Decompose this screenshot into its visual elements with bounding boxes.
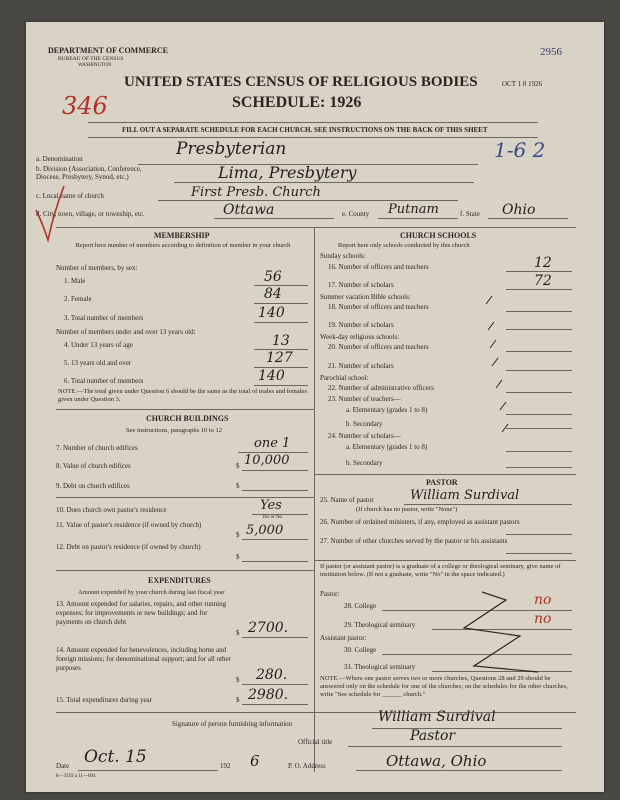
q25-label: 25. Name of pastor	[320, 496, 374, 504]
q23b-label: b. Secondary	[346, 420, 383, 428]
q28-value: no	[534, 592, 552, 608]
buildings-subheading: See instructions, paragraphs 10 to 12	[126, 427, 223, 434]
buildings-heading: CHURCH BUILDINGS	[146, 414, 229, 423]
instruction-line: FILL OUT A SEPARATE SCHEDULE FOR EACH CHURCH. SEE INSTRUCTIONS ON THE BACK OF THIS SHEET	[122, 126, 488, 134]
pastor-label: Pastor:	[320, 590, 340, 598]
zigzag-strike	[446, 588, 556, 678]
q4-label: 4. Under 13 years of age	[64, 341, 133, 349]
q5-value: 127	[266, 350, 293, 366]
q30-label: 30. College	[344, 646, 377, 654]
date-label: Date	[56, 762, 70, 770]
q17-label: 17. Number of scholars	[328, 281, 394, 289]
address-label: P. O. Address	[288, 762, 326, 770]
membership-note: NOTE.—The total given under Question 6 should be the same as the total of males and females given under Question 3.	[58, 388, 307, 403]
expenditures-subheading: Amount expended by your church during last fiscal year	[78, 589, 225, 596]
state-label: f. State	[460, 210, 480, 218]
tick-marks	[476, 292, 536, 452]
parochial-label: Parochial school:	[320, 374, 369, 382]
division-label: b. Division (Association, Conference, Diocese, Presbytery, Synod, etc.)	[36, 165, 142, 181]
membership-heading: MEMBERSHIP	[154, 231, 210, 240]
q2-value: 84	[264, 286, 282, 302]
q2-label: 2. Female	[64, 295, 92, 303]
q24b-label: b. Secondary	[346, 459, 383, 467]
q10-hint: Yes or No	[262, 515, 283, 520]
bureau-label: BUREAU OF THE CENSUS	[58, 56, 124, 62]
q13-value: 2700.	[248, 620, 289, 636]
q9-label: 9. Debt on church edifices	[56, 482, 130, 490]
expenditures-heading: EXPENDITURES	[148, 576, 211, 585]
q23a-label: a. Elementary (grades 1 to 8)	[346, 406, 428, 414]
summer-label: Summer vacation Bible schools:	[320, 293, 411, 301]
signature-label: Signature of person furnishing information	[172, 720, 293, 728]
year-prefix: 192	[220, 762, 231, 770]
q31-label: 31. Theological seminary	[344, 663, 416, 671]
official-title-label: Official title	[298, 738, 333, 746]
q29-label: 29. Theological seminary	[344, 621, 416, 629]
q25-value: William Surdival	[410, 488, 520, 503]
q26-label: 26. Number of ordained ministers, if any, employed as assistant pastors	[320, 518, 520, 526]
year-value: 6	[250, 752, 260, 770]
red-check-mark	[28, 182, 68, 252]
form-title: UNITED STATES CENSUS OF RELIGIOUS BODIES	[124, 74, 478, 90]
pastor-heading: PASTOR	[426, 478, 458, 487]
county-value: Putnam	[388, 202, 439, 217]
q11-value: 5,000	[246, 523, 284, 538]
q27-label: 27. Number of other churches served by the pastor or his assistants	[320, 537, 508, 545]
city-value: Ottawa	[223, 202, 275, 218]
q10-value: Yes	[260, 498, 282, 513]
city-label: WASHINGTON	[78, 63, 112, 68]
q1-label: 1. Male	[64, 277, 86, 285]
denomination-value: Presbyterian	[176, 139, 287, 159]
age-label: Number of members under and over 13 years old:	[56, 328, 196, 336]
q3-label: 3. Total number of members	[64, 314, 144, 322]
q13-label: 13. Amount expended for salaries, repairs, and other running expenses; for improvements or new buildings; and for payments on church debt	[56, 600, 227, 626]
county-label: e. County	[342, 210, 370, 218]
q29-value: no	[534, 611, 552, 627]
q18-label: 18. Number of officers and teachers	[328, 303, 429, 311]
weekday-label: Week-day religious schools:	[320, 333, 400, 341]
q1-value: 56	[264, 269, 282, 285]
schools-subheading: Report here only schools conducted by this church	[338, 242, 470, 249]
schedule-title: SCHEDULE: 1926	[232, 94, 362, 111]
sunday-label: Sunday schools:	[320, 252, 366, 260]
assistant-label: Assistant pastor:	[320, 634, 367, 642]
q6-value: 140	[258, 368, 285, 384]
church-name-value: First Presb. Church	[191, 185, 321, 200]
q19-label: 19. Number of scholars	[328, 321, 394, 329]
signature-value: William Surdival	[378, 709, 496, 725]
q24-label: 24. Number of scholars—	[328, 432, 401, 440]
q7-value: one 1	[254, 436, 291, 451]
q16-label: 16. Number of officers and teachers	[328, 263, 429, 271]
received-date-stamp: OCT 1 8 1926	[502, 80, 543, 88]
city-label-d: d. City, town, village, or township, etc.	[36, 210, 145, 218]
q6-label: 6. Total number of members	[64, 377, 144, 385]
q4-value: 13	[272, 333, 290, 349]
division-value: Lima, Presbytery	[218, 163, 357, 182]
q17-value: 72	[534, 273, 552, 289]
q25-hint: (If church has no pastor, write "None")	[356, 506, 458, 513]
census-schedule-document: DEPARTMENT OF COMMERCE BUREAU OF THE CENSUS WASHINGTON UNITED STATES CENSUS OF RELIGIOUS BODIES SCHEDULE: 1926 OCT 1 8 1926 2956 346 1-6 2 FILL OUT A SEPARATE SCHEDULE FOR EACH CHURCH. SEE INSTRUCTIONS ON THE BACK OF THIS SHEET a. Denomination Presbyterian b. Division (Association, Conference, Diocese, Presbytery, Synod, etc.) Lima, Presbytery c. Local name of church First Presb. Church d. City, town, village, or township, etc. Ottawa e. County Putnam f. State Ohio MEMBERSHIP Report here number of members according to definition of member in your church Number of members, by sex: 1. Male 56 2. Female 84 3. Total number of members 140 Number of members under and over 13 years old: 4. Under 13 years of age 13 5. 13 years old and over 127 6. Total number of members 140 NOTE.—The total given under Question 6 should be the same as the total of males and females given under Question 3. CHURCH BUILDINGS See instructions, paragraphs 10 to 12 7. Number of church edifices one 1 8. Value of church edifices $ 10,000 9. Debt on church edifices $ 10. Does church own pastor's residence Yes Yes or No 11. Value of pastor's residence (if owned by church) $ 5,000 12. Debt on pastor's residence (if owned by church) $ EXPENDITURES Amount expended by your church during last fiscal year 13. Amount expended for salaries, repairs, and other running expenses; for improvements or new buildings; and for payments on church debt $ 2700. 14. Amount expended for benevolences, including home and foreign missions; for denominational support; and for all other purposes $ 280. 15. Total expenditures during year $ 2980. CHURCH SCHOOLS Report here only schools conducted by this church Sunday schools: 16. Number of officers and teachers 12 17. Number of scholars 72 Summer vacation Bible schools: 18. Number of officers and teachers 19. Number of scholars Week-day religious schools: 20. Number of officers and teachers 21. Number of scholars Parochial school: 22. Number of administrative officers 23. Number of teachers— a. Elementary (grades 1 to 8) b. Secondary 24. Number of scholars— a. Elementary (grades 1 to 8) b. Secondary PASTOR 25. Name of pastor William Surdival (If church has no pastor, write "None") 26. Number of ordained ministers, if any, employed as assistant pastors 27. Number of other churches served by the pastor or his assistants If pastor (or assistant pastor) is a graduate of a college or theological seminary, give name of institution below. (If not a graduate, write "No" in the space indicated.) Pastor: 28. College no 29. Theological seminary no Assistant pastor: 30. College 31. Theological seminary NOTE.—Where one pastor serves two or more churches, Questions 28 and 29 should be answered only on the schedule for one of the churches; on the schedules for the other churches, write "See schedule for ______ church." Signature of person furnishing information William Surdival Official title Pastor Date Oct. 15 192 6 P. O. Address Ottawa, Ohio 8—3519 a 11—604	[26, 22, 604, 792]
address-value: Ottawa, Ohio	[386, 752, 487, 770]
membership-subheading: Report here number of members according to definition of member in your church	[75, 242, 291, 249]
q8-value: 10,000	[244, 453, 290, 468]
official-title-value: Pastor	[410, 728, 456, 744]
q7-label: 7. Number of church edifices	[56, 444, 138, 452]
q21-label: 21. Number of scholars	[328, 362, 394, 370]
denomination-label: a. Denomination	[36, 155, 83, 163]
q23-label: 23. Number of teachers—	[328, 395, 401, 403]
q24a-label: a. Elementary (grades 1 to 8)	[346, 443, 428, 451]
state-value: Ohio	[502, 202, 536, 218]
q14-label: 14. Amount expended for benevolences, including home and foreign missions; for denominational support; and for all other purposes	[56, 646, 231, 672]
q15-label: 15. Total expenditures during year	[56, 696, 152, 704]
handwritten-number: 346	[62, 92, 108, 120]
graduate-instructions: If pastor (or assistant pastor) is a graduate of a college or theological seminary, give name of institution below. (If not a graduate, write "No" in the space indicated.)	[320, 563, 561, 578]
church-name-label: c. Local name of church	[36, 192, 104, 200]
q8-label: 8. Value of church edifices	[56, 462, 131, 470]
q22-label: 22. Number of administrative officers	[328, 384, 434, 392]
by-sex-label: Number of members, by sex:	[56, 264, 138, 272]
form-code: 8—3519 a 11—604	[56, 774, 96, 779]
file-number-stamp: 2956	[540, 46, 562, 58]
date-value: Oct. 15	[84, 747, 147, 767]
q3-value: 140	[258, 305, 285, 321]
q12-label: 12. Debt on pastor's residence (if owned by church)	[56, 543, 201, 551]
q11-label: 11. Value of pastor's residence (if owned by church)	[56, 521, 202, 529]
q16-value: 12	[534, 255, 552, 271]
q20-label: 20. Number of officers and teachers	[328, 343, 429, 351]
q15-value: 2980.	[248, 687, 289, 703]
q14-value: 280.	[256, 667, 288, 683]
q28-label: 28. College	[344, 602, 377, 610]
department-label: DEPARTMENT OF COMMERCE	[48, 46, 169, 55]
top-right-code: 1-6 2	[494, 138, 546, 162]
q5-label: 5. 13 years old and over	[64, 359, 132, 367]
q10-label: 10. Does church own pastor's residence	[56, 506, 167, 514]
pastor-note: NOTE.—Where one pastor serves two or more churches, Questions 28 and 29 should be answered only on the schedule for one of the churches; on the schedules for the other churches, write "See schedule for ______ church."	[320, 675, 568, 698]
schools-heading: CHURCH SCHOOLS	[400, 231, 477, 240]
